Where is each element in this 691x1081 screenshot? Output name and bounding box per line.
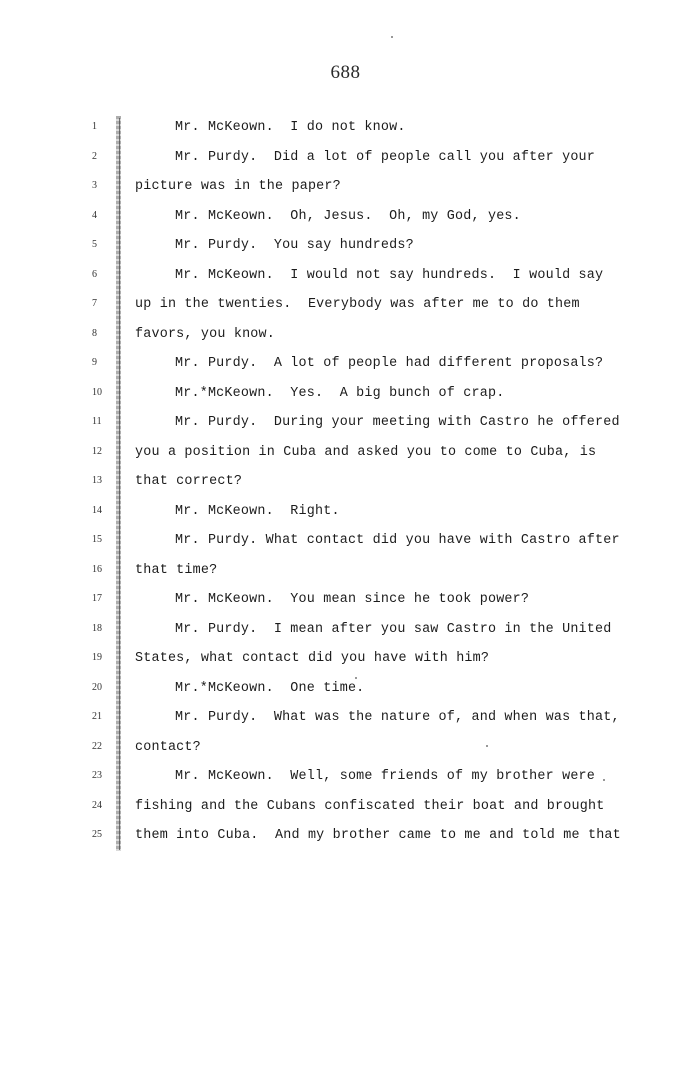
line-number: 21 — [92, 711, 102, 722]
line-text: fishing and the Cubans confiscated their boat and brought — [135, 798, 605, 814]
line-text: Mr.*McKeown. One time. — [175, 680, 365, 696]
transcript-line — [0, 557, 691, 587]
line-text: Mr. McKeown. You mean since he took power? — [175, 592, 530, 607]
transcript-line — [0, 793, 691, 823]
transcript-line — [0, 409, 691, 439]
line-text: Mr. Purdy. What contact did you have with Castro after — [175, 533, 620, 548]
line-number: 5 — [92, 239, 97, 250]
line-text: Mr. McKeown. I do not know. — [175, 120, 406, 135]
transcript-line — [0, 527, 691, 557]
line-text: Mr. McKeown. Right. — [175, 503, 340, 519]
line-text: that time? — [135, 562, 218, 578]
line-number: 23 — [92, 770, 102, 781]
line-number: 3 — [92, 180, 97, 191]
line-text: Mr. Purdy. Did a lot of people call you after your — [175, 149, 596, 165]
line-number: 8 — [92, 327, 97, 339]
transcript-line — [0, 439, 691, 469]
transcript-line — [0, 763, 691, 793]
transcript-line — [0, 704, 691, 734]
line-text: Mr. Purdy. You say hundreds? — [175, 238, 414, 253]
transcript-line — [0, 321, 691, 351]
line-number: 9 — [92, 357, 97, 368]
line-number: 6 — [92, 268, 97, 280]
transcript-line — [0, 734, 691, 764]
line-number: 11 — [92, 416, 102, 427]
line-text: up in the twenties. Everybody was after me to do them — [135, 297, 580, 312]
line-text: Mr. McKeown. I would not say hundreds. I would say — [175, 267, 604, 283]
transcript-line — [0, 173, 691, 203]
line-text: Mr. Purdy. A lot of people had different proposals? — [175, 356, 604, 371]
transcript-lines — [0, 114, 691, 852]
transcript-line — [0, 498, 691, 528]
transcript-line — [0, 232, 691, 262]
line-text: favors, you know. — [135, 326, 276, 342]
transcript-line — [0, 822, 691, 852]
line-number: 16 — [92, 563, 102, 575]
transcript-line — [0, 586, 691, 616]
line-number: 22 — [92, 740, 102, 752]
transcript-line — [0, 468, 691, 498]
line-text: contact? — [135, 739, 201, 755]
page-number: 688 — [330, 62, 361, 83]
transcript-line — [0, 616, 691, 646]
line-number: 12 — [92, 445, 102, 457]
line-number: 25 — [92, 829, 102, 840]
transcript-line — [0, 350, 691, 380]
transcript-line — [0, 380, 691, 410]
line-number: 20 — [92, 681, 102, 693]
line-number: 7 — [92, 298, 97, 309]
line-number: 24 — [92, 799, 102, 811]
line-number: 10 — [92, 386, 102, 398]
line-number: 14 — [92, 504, 102, 516]
line-number: 4 — [92, 209, 97, 221]
transcript-line — [0, 114, 691, 144]
line-text: that correct? — [135, 474, 243, 489]
line-number: 19 — [92, 652, 102, 663]
line-number: 18 — [92, 622, 102, 634]
line-text: Mr. McKeown. Well, some friends of my brother were — [175, 769, 596, 784]
line-number: 1 — [92, 121, 97, 132]
line-text: Mr. Purdy. During your meeting with Castro he offered — [175, 415, 620, 430]
line-text: them into Cuba. And my brother came to me and told me that — [135, 828, 621, 843]
transcript-line — [0, 645, 691, 675]
transcript-line — [0, 262, 691, 292]
line-number: 15 — [92, 534, 102, 545]
scan-speck — [391, 36, 393, 38]
line-text: States, what contact did you have with him? — [135, 651, 490, 666]
line-text: Mr. Purdy. I mean after you saw Castro in the United — [175, 621, 612, 637]
line-text: Mr.*McKeown. Yes. A big bunch of crap. — [175, 385, 505, 401]
line-number: 2 — [92, 150, 97, 162]
transcript-line — [0, 291, 691, 321]
transcript-line — [0, 144, 691, 174]
line-text: Mr. Purdy. What was the nature of, and when was that, — [175, 710, 620, 725]
line-text: Mr. McKeown. Oh, Jesus. Oh, my God, yes. — [175, 208, 521, 224]
line-number: 13 — [92, 475, 102, 486]
line-text: you a position in Cuba and asked you to come to Cuba, is — [135, 444, 597, 460]
transcript-line — [0, 675, 691, 705]
line-text: picture was in the paper? — [135, 179, 341, 194]
transcript-line — [0, 203, 691, 233]
line-number: 17 — [92, 593, 102, 604]
